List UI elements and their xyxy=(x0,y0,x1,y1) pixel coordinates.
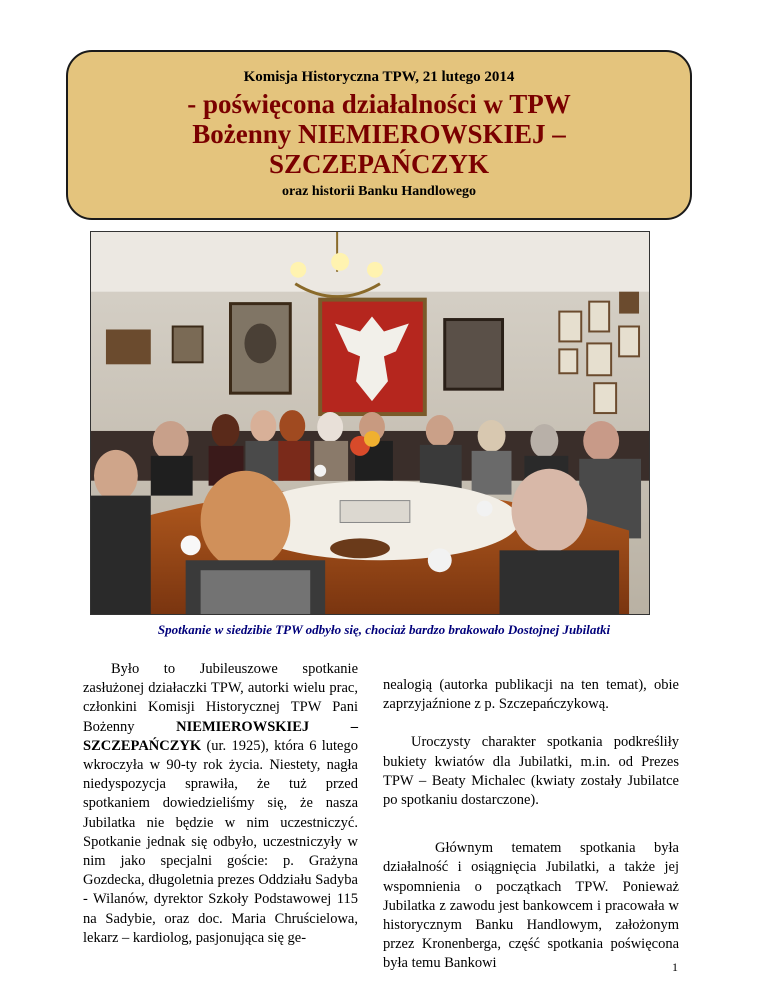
banner-title-line1: - poświęcona działalności w TPW xyxy=(187,89,571,119)
jubilee-name: NIEMIEROWSKIEJ – SZCZEPAŃCZYK xyxy=(83,718,358,754)
banner-title xyxy=(68,89,690,179)
left-p1-rest: (ur. 1925), która 6 lutego wkroczyła w 90-ty rok życia. Niestety, nagła niedyspozycja sprawiła, że tuż przed spotkaniem dowiedzieliśmy się, że nasza Jubilatka nie będzie w nim uczestniczyć. Spotkanie jednak się odbyło, uczestniczyły w nim jako specjalni goście: p. Grażyna Gozdecka, długoletnia prezes Oddziału Sadyba - Wilanów, dyrektor Szkoły Podstawowej 115 na Sadybie, oraz doc. Maria Chruścielowa, lekarz – kardiolog, pasjonująca się ge- xyxy=(83,737,358,946)
banner-title-line2: Bożenny NIEMIEROWSKIEJ – xyxy=(192,119,566,149)
right-paragraph-1: nealogią (autorka publikacji na ten temat), obie zaprzyjaźnione z p. Szczepańczykową. xyxy=(383,677,679,713)
left-p1-lead: Było to Jubileuszowe spotkanie zasłużonej działaczki TPW, autorki wielu prac, członkini Komisji Historycznej TPW Pani Bożenny xyxy=(83,661,358,735)
meeting-photo xyxy=(90,231,650,615)
page-number: 1 xyxy=(672,960,678,974)
title-banner xyxy=(66,50,692,220)
group-meeting-photo-icon xyxy=(91,232,649,614)
right-paragraph-3: Głównym tematem spotkania była działalność i osiągnięcia Jubilatki, a także jej wspomnienia o początkach TPW. Ponieważ Jubilatka z zawodu jest bankowcem i pracowała w historycznym Banku Handlowym, założonym przez Kronenberga, część spotkania poświęcona była temu Bankowi xyxy=(383,840,679,972)
right-paragraph-2: Uroczysty charakter spotkania podkreśliły bukiety kwiatów dla Jubilatki, m.in. od Prezes TPW – Beaty Michalec (kwiaty zostały Jubilatce po spotkaniu dostarczone). xyxy=(383,734,679,809)
photo-caption: Spotkanie w siedzibie TPW odbyło się, chociaż bardzo brakowało Dostojnej Jubilatki xyxy=(157,622,611,637)
right-column xyxy=(383,676,679,974)
banner-meta: Komisja Historyczna TPW, 21 lutego 2014 xyxy=(243,69,515,85)
left-column xyxy=(83,660,358,948)
left-paragraph xyxy=(83,660,358,948)
banner-title-line3: SZCZEPAŃCZYK xyxy=(268,149,490,179)
banner-subtitle: oraz historii Banku Handlowego xyxy=(281,184,477,199)
